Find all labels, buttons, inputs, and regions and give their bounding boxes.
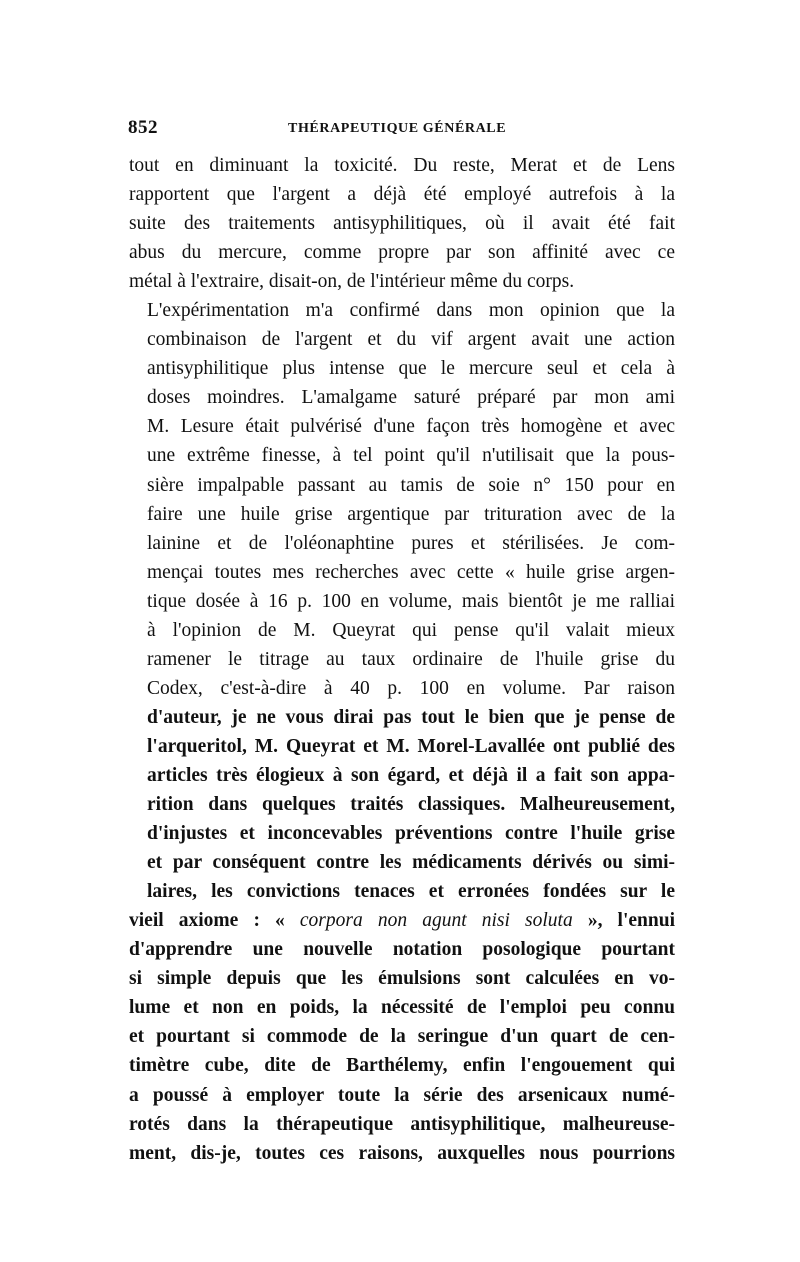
text-line-with-quote bbox=[129, 906, 675, 935]
text-line: à l'opinion de M. Queyrat qui pense qu'il valait mieux bbox=[147, 619, 675, 641]
text-line: faire une huile grise argentique par trituration avec de la bbox=[147, 503, 675, 525]
paragraph-1 bbox=[129, 151, 675, 296]
text-line: suite des traitements antisyphilitiques, où il avait été fait bbox=[129, 213, 675, 235]
text-line: M. Lesure était pulvérisé d'une façon très homogène et avec bbox=[147, 416, 675, 438]
text-line: timètre cube, dite de Barthélemy, enfin l'engouement qui bbox=[129, 1055, 675, 1077]
text-line: une extrême finesse, à tel point qu'il n'utilisait que la pous- bbox=[147, 445, 675, 467]
text-line: rition dans quelques traités classiques. Malheureusement, bbox=[147, 794, 675, 816]
quote-close: », l'ennui bbox=[572, 910, 675, 932]
text-line: combinaison de l'argent et du vif argent avait une action bbox=[147, 329, 675, 351]
text-line: d'injustes et inconcevables préventions contre l'huile grise bbox=[147, 823, 675, 845]
quote-open: vieil axiome : « bbox=[129, 910, 300, 932]
text-line: a poussé à employer toute la série des arsenicaux numé- bbox=[129, 1084, 675, 1106]
text-line: métal à l'extraire, disait-on, de l'intérieur même du corps. bbox=[129, 271, 575, 293]
text-line: lainine et de l'oléonaphtine pures et stérilisées. Je com- bbox=[147, 532, 675, 554]
text-line: si simple depuis que les émulsions sont calculées en vo- bbox=[129, 968, 675, 990]
text-line: mençai toutes mes recherches avec cette « huile grise argen- bbox=[147, 561, 675, 583]
body-text bbox=[129, 151, 675, 1168]
text-line: sière impalpable passant au tamis de soie n° 150 pour en bbox=[147, 474, 675, 496]
text-line: doses moindres. L'amalgame saturé préparé par mon ami bbox=[147, 387, 675, 409]
text-line: articles très élogieux à son égard, et déjà il a fait son appa- bbox=[147, 764, 675, 786]
text-line: d'apprendre une nouvelle notation posologique pourtant bbox=[129, 939, 675, 961]
text-line: rapportent que l'argent a déjà été employé autrefois à la bbox=[129, 184, 675, 206]
text-line: tout en diminuant la toxicité. Du reste, Merat et de Lens bbox=[129, 155, 675, 176]
paragraph-2 bbox=[129, 296, 675, 906]
latin-quote: corpora non agunt nisi soluta bbox=[299, 910, 573, 932]
running-head bbox=[128, 117, 676, 139]
text-line: lume et non en poids, la nécessité de l'emploi peu connu bbox=[129, 997, 675, 1019]
text-line: rotés dans la thérapeutique antisyphilitique, malheureuse- bbox=[129, 1113, 675, 1135]
text-line: ment, dis-je, toutes ces raisons, auxquelles nous pourrions bbox=[129, 1142, 675, 1164]
text-line: tique dosée à 16 p. 100 en volume, mais bientôt je me ralliai bbox=[147, 590, 675, 612]
text-line: d'auteur, je ne vous dirai pas tout le bien que je pense de bbox=[147, 706, 675, 728]
text-line: ramener le titrage au taux ordinaire de l'huile grise du bbox=[147, 648, 675, 670]
text-line: antisyphilitique plus intense que le mercure seul et cela à bbox=[147, 358, 675, 380]
paragraph-2-continued bbox=[129, 906, 675, 1167]
text-line: abus du mercure, comme propre par son affinité avec ce bbox=[129, 242, 675, 264]
text-line: L'expérimentation m'a confirmé dans mon opinion que la bbox=[147, 300, 675, 322]
page-number: 852 bbox=[128, 117, 158, 138]
text-line: l'arqueritol, M. Queyrat et M. Morel-Lavallée ont publié des bbox=[147, 735, 675, 757]
text-line: Codex, c'est-à-dire à 40 p. 100 en volume. Par raison bbox=[147, 677, 675, 699]
text-line: et pourtant si commode de la seringue d'un quart de cen- bbox=[129, 1026, 675, 1048]
running-title: THÉRAPEUTIQUE GÉNÉRALE bbox=[288, 121, 507, 136]
text-line: et par conséquent contre les médicaments dérivés ou simi- bbox=[147, 852, 675, 874]
text-line: laires, les convictions tenaces et erronées fondées sur le bbox=[147, 881, 675, 903]
